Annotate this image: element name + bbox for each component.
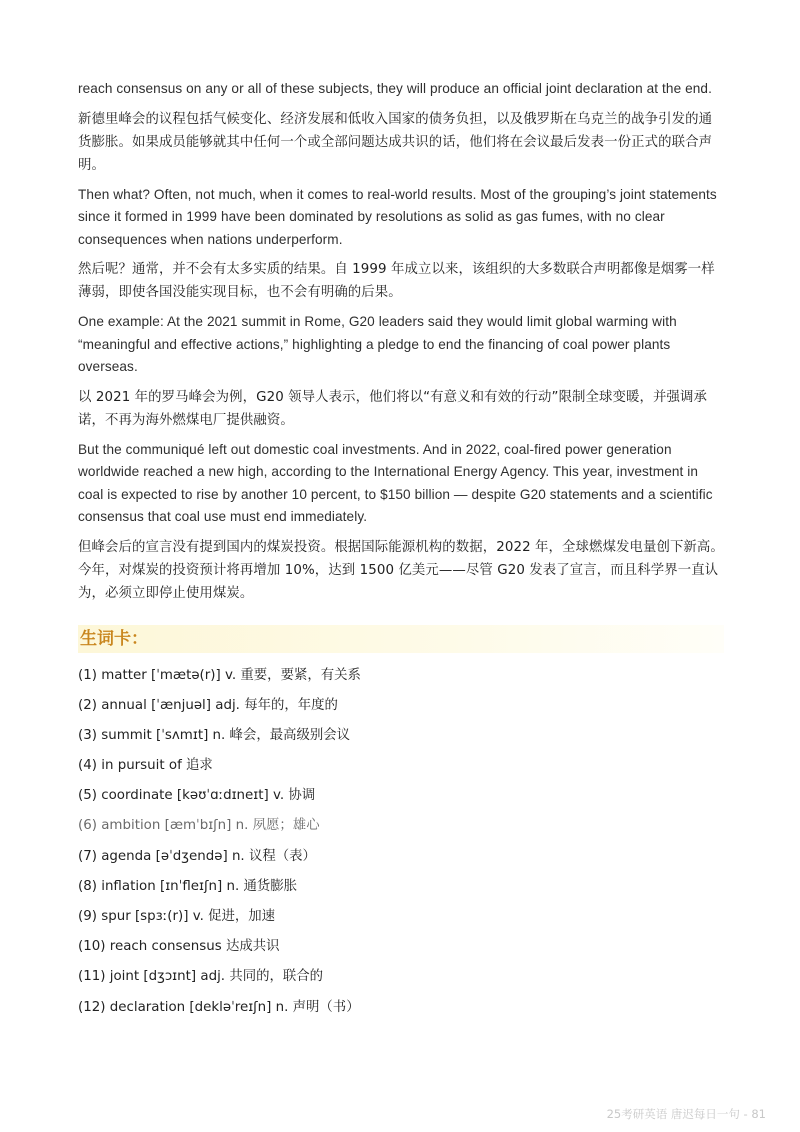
paragraph-zh: 但峰会后的宣言没有提到国内的煤炭投资。根据国际能源机构的数据，2022 年，全球燃煤发电量创下新高。今年，对煤炭的投资预计将再增加 10%，达到 1500 亿美元——尽管 G20 发表了宣言，而且科学界一直认为，必须立即停止使用煤炭。 [78,539,724,601]
vocab-item: (11) joint [dʒɔɪnt] adj. 共同的，联合的 [78,969,324,985]
vocab-item: (4) in pursuit of 追求 [78,758,213,774]
vocab-heading: 生词卡： [78,625,724,653]
paragraph-en: But the communiqué left out domestic coal investments. And in 2022, coal-fired power generation worldwide reached a new high, according to the International Energy Agency. This year, investment in coal is expected to rise by another 10 percent, to $150 billion — despite G20 statements and a scientific consensus that coal use must end immediately. [78,441,713,524]
vocab-item: (1) matter [ˈmætə(r)] v. 重要，要紧，有关系 [78,667,361,683]
paragraph-zh: 然后呢？通常，并不会有太多实质的结果。自 1999 年成立以来，该组织的大多数联合声明都像是烟雾一样薄弱，即使各国没能实现目标，也不会有明确的后果。 [78,262,715,300]
page-footer: 25考研英语 唐迟每日一句 - 81 [606,1107,766,1121]
article-page [78,78,724,1023]
paragraph-en: One example: At the 2021 summit in Rome, G20 leaders said they would limit global warming with “meaningful and effective actions,” highlighting a pledge to end the financing of coal power plants overseas. [78,314,677,374]
vocab-item: (10) reach consensus 达成共识 [78,939,280,955]
vocab-list [78,661,724,1023]
vocab-item: (5) coordinate [kəʊˈɑːdɪneɪt] v. 协调 [78,788,316,804]
vocab-item: (6) ambition [æmˈbɪʃn] n. 夙愿；雄心 [78,818,320,834]
vocab-item: (8) inflation [ɪnˈfleɪʃn] n. 通货膨胀 [78,878,298,894]
vocab-item: (12) declaration [dekləˈreɪʃn] n. 声明（书） [78,999,360,1015]
vocab-item: (2) annual [ˈænjuəl] adj. 每年的，年度的 [78,697,338,713]
paragraph-en: Then what? Often, not much, when it comes to real-world results. Most of the grouping’s joint statements since it formed in 1999 have been dominated by resolutions as solid as gas fumes, with no clear consequences when nations underperform. [78,186,717,247]
vocab-item: (7) agenda [əˈdʒendə] n. 议程（表） [78,848,316,864]
paragraph-zh: 以 2021 年的罗马峰会为例，G20 领导人表示，他们将以“有意义和有效的行动”限制全球变暖，并强调承诺，不再为海外燃煤电厂提供融资。 [78,389,707,428]
paragraph-zh: 新德里峰会的议程包括气候变化、经济发展和低收入国家的债务负担，以及俄罗斯在乌克兰的战争引发的通货膨胀。如果成员能够就其中任何一个或全部问题达成共识的话，他们将在会议最后发表一份正式的联合声明。 [78,111,713,173]
vocab-item: (9) spur [spɜː(r)] v. 促进，加速 [78,909,276,924]
paragraph-en: reach consensus on any or all of these subjects, they will produce an official joint declaration at the end. [78,81,712,96]
vocab-item: (3) summit [ˈsʌmɪt] n. 峰会，最高级别会议 [78,727,351,743]
